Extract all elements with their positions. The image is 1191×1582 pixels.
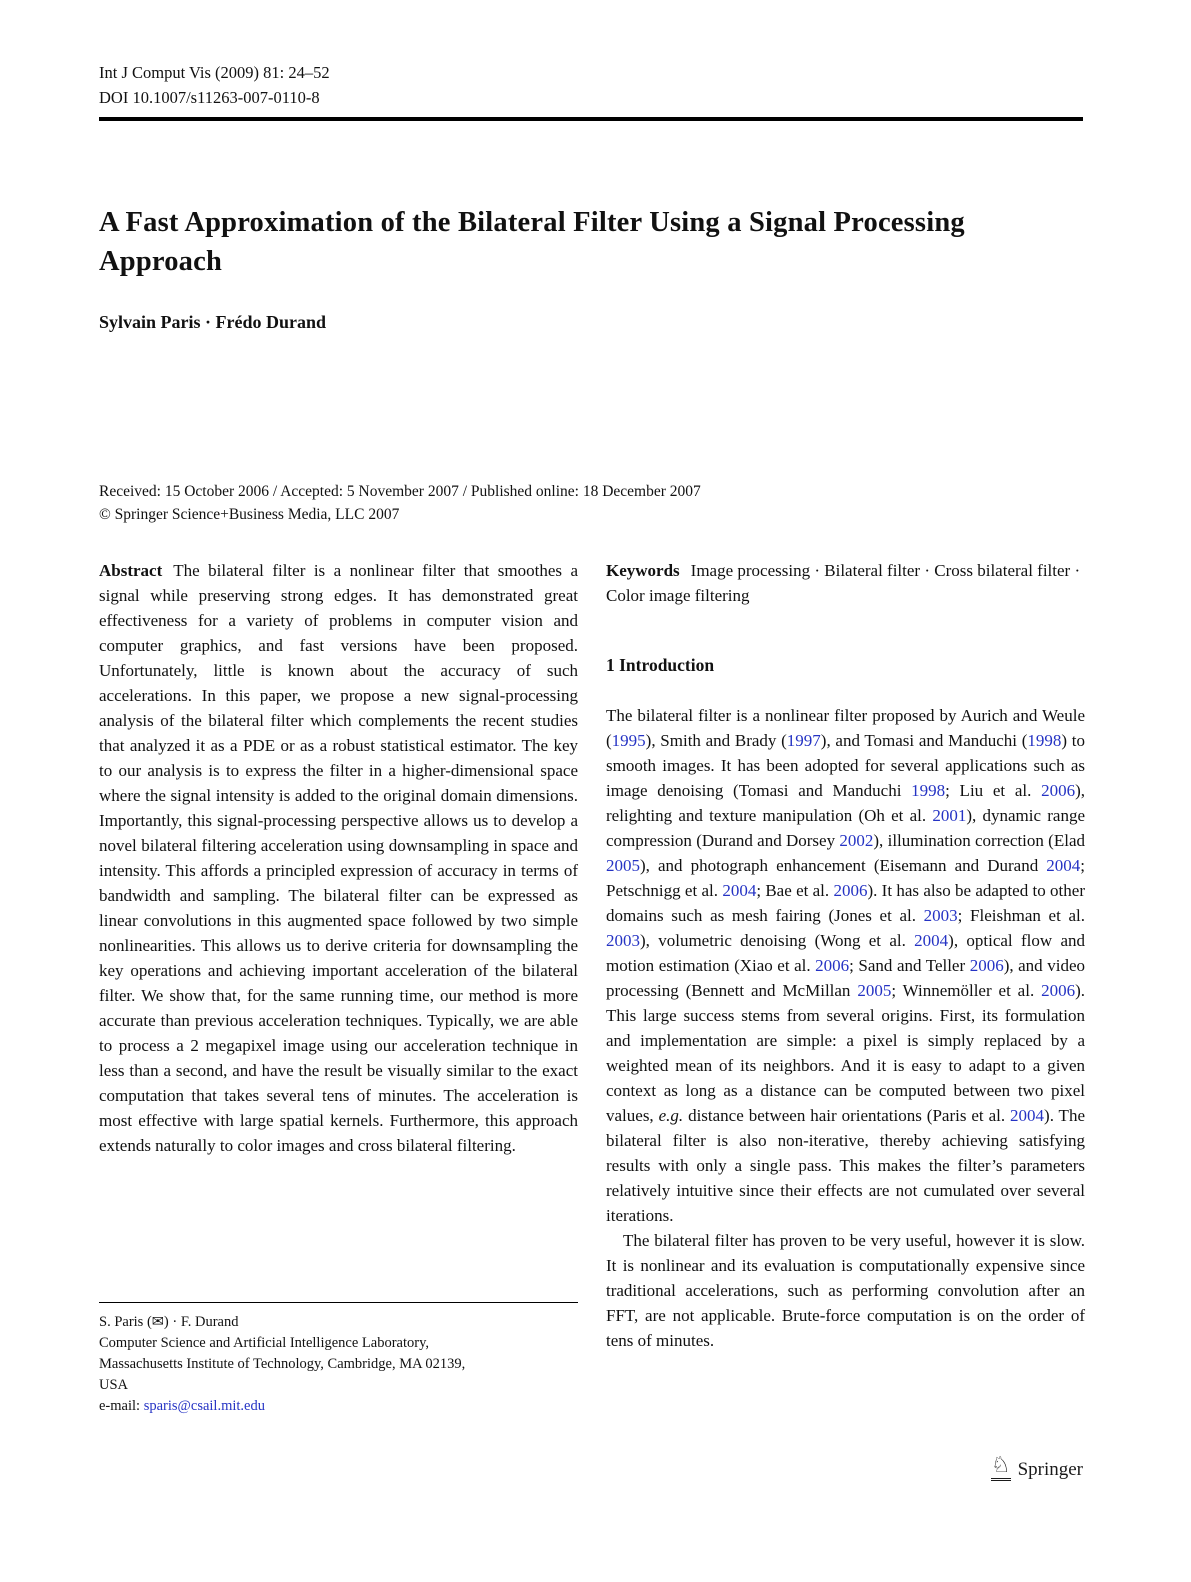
text-segment: ), relighting and texture manipulation (Oh et al. <box>606 781 1085 825</box>
introduction-paragraph-2 <box>606 1228 1085 1353</box>
journal-doi: DOI 10.1007/s11263-007-0110-8 <box>99 88 320 107</box>
journal-reference: Int J Comput Vis (2009) 81: 24–52 <box>99 63 330 82</box>
right-column <box>606 558 1085 1353</box>
footnote-affiliation-2: Massachusetts Institute of Technology, Cambridge, MA 02139, <box>99 1356 466 1372</box>
footnote-affiliation-1: Computer Science and Artificial Intelligence Laboratory, <box>99 1335 430 1351</box>
email-link[interactable]: sparis@csail.mit.edu <box>143 1398 265 1414</box>
text-segment: ), and video processing (Bennett and McMillan <box>606 956 1085 1000</box>
text-segment: distance between hair orientations (Paris et al. <box>683 1106 1011 1125</box>
citation-link[interactable]: 2004 <box>1046 856 1081 875</box>
text-segment: ), optical flow and motion estimation (Xiao et al. <box>606 931 1085 975</box>
email-label: e-mail: <box>99 1398 144 1414</box>
text-segment: ; Bae et al. <box>756 881 834 900</box>
abstract-paragraph <box>99 558 578 1158</box>
citation-link[interactable]: 2006 <box>1041 781 1076 800</box>
left-column <box>99 558 578 1158</box>
keywords-text: Image processing · Bilateral filter · Cross bilateral filter · Color image filtering <box>606 561 1081 605</box>
keywords-paragraph <box>606 558 1085 608</box>
emphasis-text: e.g. <box>658 1106 684 1125</box>
springer-knight-icon: ♘ <box>991 1455 1011 1481</box>
citation-link[interactable]: 2002 <box>839 831 874 850</box>
text-segment: ). It has also be adapted to other domains such as mesh fairing (Jones et al. <box>606 881 1085 925</box>
text-segment: ), volumetric denoising (Wong et al. <box>640 931 915 950</box>
footnote-authors: S. Paris (✉) · F. Durand <box>99 1314 239 1330</box>
citation-link[interactable]: 2006 <box>815 956 850 975</box>
text-segment: ), Smith and Brady ( <box>645 731 787 750</box>
received-line: Received: 15 October 2006 / Accepted: 5 November 2007 / Published online: 18 December 2007 <box>99 483 701 500</box>
text-segment: ). The bilateral filter is also non-iterative, thereby achieving satisfying results with only a single pass. This makes the filter’s parameters relatively intuitive since their effects are not cumulated over several iterations. <box>606 1106 1085 1225</box>
copyright-line: © Springer Science+Business Media, LLC 2007 <box>99 506 400 523</box>
section-heading-introduction: 1 Introduction <box>606 655 715 675</box>
citation-link[interactable]: 1998 <box>911 781 946 800</box>
paper-title: A Fast Approximation of the Bilateral Filter Using a Signal Processing Approach <box>99 207 965 277</box>
abstract-text: The bilateral filter is a nonlinear filter that smoothes a signal while preserving strong edges. It has demonstrated great effectiveness for a variety of problems in computer vision and computer graphics, and fast versions have been proposed. Unfortunately, little is known about the accuracy of such accelerations. In this paper, we propose a new signal-processing analysis of the bilateral filter which complements the recent studies that analyzed it as a PDE or as a robust statistical estimator. The key to our analysis is to express the filter in a higher-dimensional space where the signal intensity is added to the original domain dimensions. Importantly, this signal-processing perspective allows us to develop a novel bilateral filtering acceleration using downsampling in space and intensity. This affords a principled expression of accuracy in terms of bandwidth and sampling. The bilateral filter can be expressed as linear convolutions in this augmented space followed by two simple nonlinearities. This allows us to derive criteria for downsampling the key operations and achieving important acceleration of the bilateral filter. We show that, for the same running time, our method is more accurate than previous acceleration techniques. Typically, we are able to process a 2 megapixel image using our acceleration technique in less than a second, and have the result be visually similar to the exact computation that takes several tens of minutes. The acceleration is most effective with large spatial kernels. Furthermore, this approach extends naturally to color images and cross bilateral filtering. <box>99 561 578 1155</box>
citation-link[interactable]: 1998 <box>1027 731 1062 750</box>
text-segment: ; Petschnigg et al. <box>606 856 1085 900</box>
abstract-label: Abstract <box>99 561 163 580</box>
citation-link[interactable]: 2005 <box>857 981 892 1000</box>
citation-link[interactable]: 2006 <box>1041 981 1076 1000</box>
header-rule <box>99 117 1083 121</box>
text-segment: ), dynamic range compression (Durand and Dorsey <box>606 806 1085 850</box>
text-segment: The bilateral filter is a nonlinear filter proposed by Aurich and Weule ( <box>606 706 1085 750</box>
citation-link[interactable]: 2003 <box>606 931 640 950</box>
text-segment: ; Winnemöller et al. <box>891 981 1042 1000</box>
text-segment: ). This large success stems from several origins. First, its formulation and implementation are simple: a pixel is simply replaced by a weighted mean of its neighbors. And it is easy to adapt to a given context as long as a distance can be computed between two pixel values, <box>606 981 1086 1125</box>
text-segment: ; Sand and Teller <box>849 956 970 975</box>
text-segment: The bilateral filter has proven to be very useful, however it is slow. It is nonlinear and its evaluation is computationally expensive since traditional accelerations, such as performing convolution after an FFT, are not applicable. Brute-force computation is on the order of tens of minutes. <box>606 1231 1085 1350</box>
text-segment: ), and photograph enhancement (Eisemann and Durand <box>640 856 1047 875</box>
citation-link[interactable]: 2003 <box>923 906 958 925</box>
author-footnote <box>99 1302 578 1417</box>
text-segment: ; Fleishman et al. <box>957 906 1086 925</box>
citation-link[interactable]: 2006 <box>969 956 1004 975</box>
citation-link[interactable]: 2004 <box>914 931 949 950</box>
text-segment: ), and Tomasi and Manduchi ( <box>820 731 1028 750</box>
publication-dates <box>99 480 701 526</box>
journal-header <box>99 60 330 110</box>
text-segment: ; Liu et al. <box>945 781 1042 800</box>
text-segment: ), illumination correction (Elad <box>873 831 1085 850</box>
authors-line: Sylvain Paris · Frédo Durand <box>99 312 327 332</box>
citation-link[interactable]: 2005 <box>606 856 640 875</box>
citation-link[interactable]: 1995 <box>611 731 646 750</box>
citation-link[interactable]: 2006 <box>833 881 868 900</box>
footnote-email-line <box>99 1396 578 1417</box>
springer-logo <box>991 1455 1083 1481</box>
citation-link[interactable]: 2004 <box>722 881 757 900</box>
text-segment: ) to smooth images. It has been adopted for several applications such as image denoising (Tomasi and Manduchi <box>606 731 1085 800</box>
keywords-label: Keywords <box>606 561 680 580</box>
citation-link[interactable]: 2001 <box>932 806 967 825</box>
springer-logo-text: Springer <box>1017 1459 1083 1480</box>
citation-link[interactable]: 2004 <box>1010 1106 1045 1125</box>
introduction-paragraph-1 <box>606 703 1085 1228</box>
citation-link[interactable]: 1997 <box>786 731 821 750</box>
footnote-affiliation-3: USA <box>99 1377 129 1393</box>
